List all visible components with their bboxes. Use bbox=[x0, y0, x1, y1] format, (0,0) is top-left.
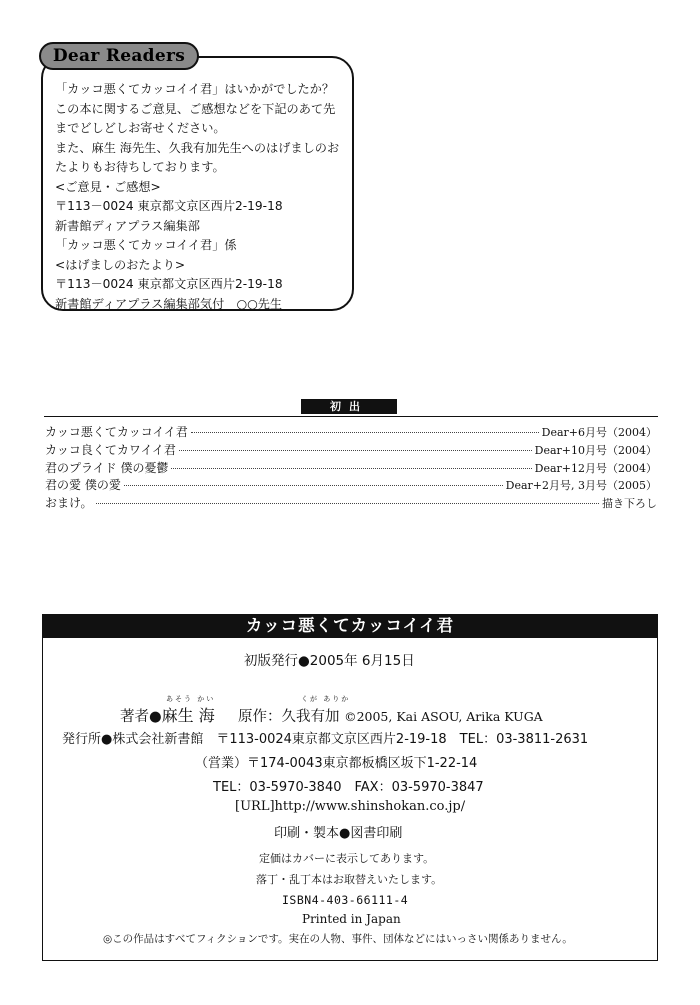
readers-line: 〒113－0024 東京都文京区西片2-19-18 bbox=[55, 199, 283, 213]
readers-line: までどしどしお寄せください。 bbox=[55, 121, 226, 135]
pub-title: 君の愛 僕の愛 bbox=[45, 478, 121, 493]
sales-contact: TEL：03-5970-3840 FAX：03-5970-3847 bbox=[213, 780, 484, 795]
pub-source: Dear+6月号（2004） bbox=[541, 426, 657, 439]
author-line bbox=[120, 703, 543, 726]
readers-line: <はげましのおたより> bbox=[55, 257, 186, 272]
leader-dots bbox=[191, 432, 539, 433]
original-label: 原作： bbox=[237, 709, 282, 725]
isbn: ISBN4-403-66111-4 bbox=[282, 893, 409, 907]
readers-line: <ご意見・ご感想> bbox=[55, 179, 161, 194]
dear-readers-text bbox=[55, 80, 355, 314]
readers-line: この本に関するご意見、ご感想などを下記のあて先 bbox=[55, 101, 336, 116]
author-label: 著者● bbox=[120, 709, 162, 725]
publisher-line: 発行所●株式会社新書館 〒113-0024東京都文京区西片2-19-18 TEL：03-3811-2631 bbox=[62, 732, 589, 747]
readers-line: 〒113－0024 東京都文京区西片2-19-18 bbox=[55, 277, 283, 291]
leader-dots bbox=[179, 450, 532, 451]
leader-dots bbox=[96, 503, 599, 504]
divider bbox=[44, 416, 658, 417]
leader-dots bbox=[124, 485, 503, 486]
list-item bbox=[45, 476, 657, 494]
readers-line: また、麻生 海先生、久我有加先生へのはげましのお bbox=[55, 140, 340, 155]
pub-source: Dear+10月号（2004） bbox=[534, 443, 657, 457]
pub-source: Dear+2月号, 3月号（2005） bbox=[505, 479, 657, 493]
price-note: 定価はカバーに表示してあります。 bbox=[259, 852, 435, 865]
book-title: カッコ悪くてカッコイイ君 bbox=[42, 614, 658, 638]
list-item bbox=[45, 423, 657, 441]
author-ruby: あそう かい bbox=[166, 695, 216, 703]
pub-title: 君のプライド 僕の憂鬱 bbox=[45, 460, 169, 475]
list-item bbox=[45, 441, 657, 459]
author-name: 麻生 海 bbox=[161, 706, 215, 725]
pub-title: カッコ悪くてカッコイイ君 bbox=[45, 425, 188, 439]
list-item bbox=[45, 459, 657, 477]
readers-line: 「カッコ悪くてカッコイイ君」はいかがでしたか？ bbox=[55, 82, 335, 96]
leader-dots bbox=[171, 468, 531, 469]
fiction-note: ◎この作品はすべてフィクションです。実在の人物、事件、団体などにはいっさい関係ありません。 bbox=[103, 933, 573, 945]
defect-note: 落丁・乱丁本はお取替えいたします。 bbox=[256, 873, 443, 886]
first-publication-heading: 初出 bbox=[301, 399, 397, 414]
readers-line: 「カッコ悪くてカッコイイ君」係 bbox=[55, 238, 237, 252]
dear-readers-heading: Dear Readers bbox=[39, 42, 199, 70]
readers-line: たよりもお待ちしております。 bbox=[55, 160, 225, 174]
printing-line: 印刷・製本●図書印刷 bbox=[274, 826, 403, 841]
sales-address: （営業）〒174-0043東京都板橋区坂下1-22-14 bbox=[195, 756, 478, 771]
original-ruby: くが ありか bbox=[301, 695, 351, 703]
original-name: 久我有加 bbox=[281, 709, 340, 725]
pub-source: Dear+12月号（2004） bbox=[534, 461, 657, 475]
pub-title: おまけ。 bbox=[45, 496, 93, 511]
pub-source: 描き下ろし bbox=[602, 497, 657, 511]
list-item bbox=[45, 494, 657, 512]
readers-line: 新書館ディアプラス編集部気付 ○○先生 bbox=[55, 296, 283, 311]
pub-title: カッコ良くてカワイイ君 bbox=[45, 442, 176, 457]
first-publication-list bbox=[45, 423, 657, 512]
copyright: ©2005, Kai ASOU, Arika KUGA bbox=[344, 709, 543, 724]
printed-in: Printed in Japan bbox=[302, 912, 401, 926]
edition-date: 初版発行●2005年 6月15日 bbox=[244, 653, 415, 669]
publisher-url: [URL]http://www.shinshokan.co.jp/ bbox=[235, 799, 466, 814]
readers-line: 新書館ディアプラス編集部 bbox=[55, 218, 200, 233]
